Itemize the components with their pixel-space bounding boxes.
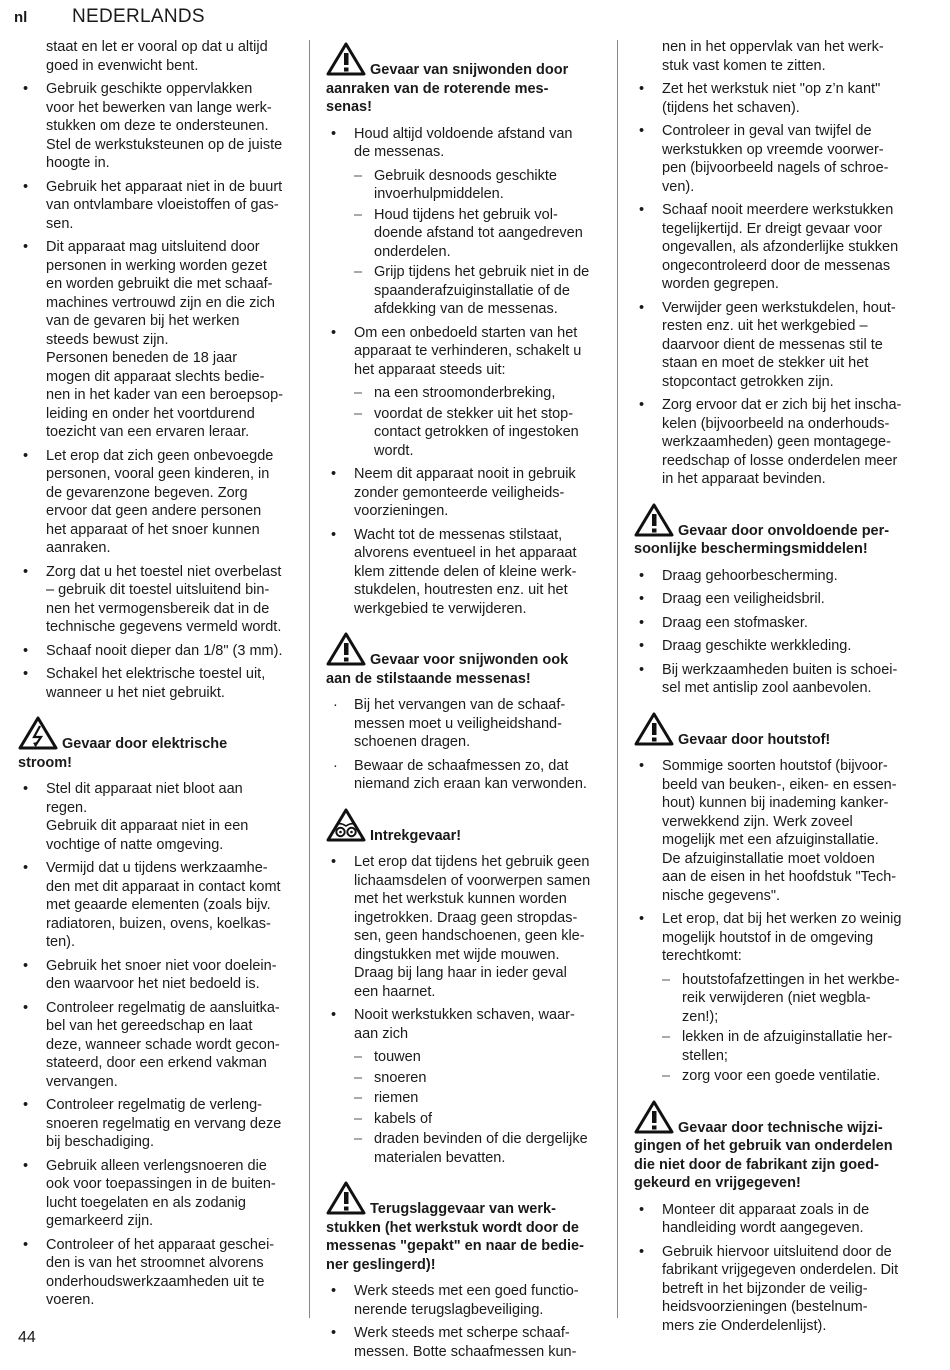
- text-line: machines vertrouwd zijn en die zich: [46, 294, 275, 311]
- text-line: gekeurd en vrijgegeven!: [634, 1175, 801, 1191]
- text-line: zorg voor een goede ventilatie.: [682, 1068, 881, 1084]
- text-line: bel van het gereedschap en laat: [46, 1018, 253, 1034]
- dash-list: [326, 167, 601, 319]
- dash-item: [326, 263, 601, 319]
- text-line: bij beschadiging.: [46, 1134, 155, 1150]
- bullet-item: [634, 567, 916, 586]
- text-line: sen.: [46, 215, 74, 232]
- column-divider: [617, 40, 618, 1318]
- text-line: Controleer regelmatig de verleng-: [46, 1097, 262, 1113]
- text-line: de gevarenzone begeven. Zorg: [46, 484, 248, 501]
- text-line: klem zittende delen of kleine werk-: [354, 563, 577, 580]
- text-line: leiding en onder het voortdurend: [46, 405, 255, 422]
- text-line: Let erop dat tijdens het gebruik geen: [354, 854, 590, 870]
- text-line: van ontvlambare vloeistoffen of gas-: [46, 197, 279, 213]
- text-line: den met dit apparaat in contact komt: [46, 878, 281, 895]
- pull-in-warning-icon: [326, 808, 366, 842]
- dash-item: [634, 1067, 916, 1086]
- text-line: stellen;: [682, 1047, 728, 1064]
- bullet-item: [634, 1243, 916, 1336]
- bullet-item: [326, 465, 601, 521]
- bullet-item: [326, 526, 601, 619]
- text-line: een haarnet.: [354, 983, 436, 1000]
- dash-item: [326, 1048, 601, 1067]
- text-line: aan zich: [354, 1025, 409, 1042]
- warning-icon: [326, 1181, 366, 1215]
- bullet-item: [18, 642, 292, 661]
- bullet-item: [326, 324, 601, 380]
- page-header: [14, 6, 205, 32]
- text-line: (tijdens het schaven).: [662, 99, 800, 116]
- text-line: De afzuiginstallatie moet voldoen: [662, 850, 875, 867]
- text-line: mers zie Onderdelenlijst).: [662, 1317, 827, 1334]
- text-line: den is van het stroomnet alvorens: [46, 1255, 264, 1271]
- text-line: lekken in de afzuiginstallatie her-: [682, 1029, 893, 1045]
- bullet-item: [634, 396, 916, 489]
- text-line: Gebruik hiervoor uitsluitend door de: [662, 1243, 892, 1260]
- text-line: technische gegevens vermeld wordt.: [46, 619, 282, 635]
- text-line: zen!);: [682, 1008, 719, 1025]
- dash-list: [326, 1048, 601, 1167]
- text-line: – gebruik dit toestel uitsluitend bin-: [46, 582, 270, 598]
- warning-heading-electric: [18, 716, 292, 772]
- warning-heading-rotating-cutter: [326, 42, 601, 117]
- bullet-list: [18, 80, 292, 702]
- text-line: gemarkeerd zijn.: [46, 1213, 154, 1229]
- text-line: wordt.: [374, 442, 414, 459]
- bullet-item: [326, 853, 601, 1001]
- column-divider: [309, 40, 310, 1318]
- bullet-item: [634, 299, 916, 392]
- text-line: Let erop dat zich geen onbevoegde: [46, 447, 274, 464]
- dash-item: [634, 971, 916, 1027]
- text-line: Gebruik het apparaat niet in de buurt: [46, 178, 283, 195]
- bullet-item: [326, 125, 601, 162]
- text-line: Gevaar voor snijwonden ook: [370, 652, 569, 668]
- bullet-item: [18, 859, 292, 952]
- text-line: worden gegrepen.: [662, 276, 779, 292]
- text-line: terechtkomt:: [662, 948, 742, 964]
- dot-item: [326, 757, 601, 794]
- text-line: werkstukken op vreemde voorwer-: [662, 141, 884, 158]
- text-line: nen het vermogensbereik dat in de: [46, 600, 270, 617]
- text-line: na een stroomonderbreking,: [374, 385, 556, 401]
- warning-heading-modifications: [634, 1100, 916, 1193]
- text-line: stukdelen, houtresten enz. uit het: [354, 582, 568, 598]
- bullet-list: [326, 853, 601, 1001]
- bullet-item: [18, 238, 292, 442]
- text-line: staat en let er vooral op dat u altijd: [46, 39, 268, 55]
- bullet-list: [326, 465, 601, 618]
- bullet-item: [18, 1157, 292, 1231]
- text-line: Gevaar van snijwonden door: [370, 62, 569, 78]
- warning-heading-kickback: [326, 1181, 601, 1274]
- text-line: Draag een veiligheidsbril.: [662, 591, 825, 607]
- text-line: Zet het werkstuk niet "op z’n kant": [662, 81, 881, 97]
- text-line: Gevaar door onvoldoende per-: [678, 522, 890, 539]
- text-line: verwekkend zijn. Werk zoveel: [662, 813, 853, 830]
- text-line: kabels of: [374, 1110, 433, 1127]
- text-line: sel met antislip zool aanbevolen.: [662, 680, 872, 696]
- dash-item: [326, 167, 601, 204]
- dot-item: [326, 696, 601, 752]
- warning-heading-pull-in: [326, 808, 601, 846]
- warning-heading-text: [678, 732, 830, 748]
- text-line: radiatoren, buizen, ovens, koelkas-: [46, 915, 271, 932]
- dash-item: [326, 384, 601, 403]
- text-line: messen moet u veiligheidshand-: [354, 715, 562, 732]
- text-line: ook voor toepassingen in de buiten-: [46, 1176, 276, 1192]
- dash-item: [326, 1110, 601, 1129]
- text-line: Draag gehoorbescherming.: [662, 567, 838, 584]
- bullet-item: [326, 1324, 601, 1361]
- text-line: aanraken.: [46, 540, 111, 556]
- text-line: Zorg ervoor dat er zich bij het inscha-: [662, 397, 902, 413]
- text-line: Bij werkzaamheden buiten is schoei-: [662, 661, 898, 678]
- warning-heading-dust: [634, 712, 916, 750]
- text-line: ingetrokken. Draag geen stropdas-: [354, 909, 578, 926]
- text-line: personen, vooral geen kinderen, in: [46, 466, 270, 482]
- dash-list: [326, 384, 601, 460]
- bullet-list: [326, 125, 601, 162]
- bullet-item: [326, 1282, 601, 1319]
- text-line: doende afstand tot aangedreven: [374, 225, 583, 241]
- text-line: Draag geschikte werkkleding.: [662, 638, 852, 654]
- text-line: toezicht van een ervaren leraar.: [46, 424, 250, 440]
- bullet-list: [634, 757, 916, 905]
- text-line: senas!: [326, 99, 372, 115]
- text-line: het apparaat steeds uit:: [354, 361, 506, 378]
- bullet-list: [18, 780, 292, 1310]
- text-line: nen in het kader van een beroepsop-: [46, 387, 284, 403]
- text-line: Schaaf nooit dieper dan 1/8" (3 mm).: [46, 642, 283, 659]
- bullet-list: [634, 1201, 916, 1336]
- bullet-item: [634, 910, 916, 966]
- text-line: in het apparaat bevinden.: [662, 471, 826, 487]
- continued-text: [634, 38, 916, 75]
- text-line: stateerd, door een erkend vakman: [46, 1055, 267, 1071]
- text-line: ner geslingerd)!: [326, 1256, 436, 1273]
- bullet-item: [18, 178, 292, 234]
- text-line: Sommige soorten houtstof (bijvoor-: [662, 758, 888, 774]
- text-line: Werk steeds met scherpe schaaf-: [354, 1325, 570, 1341]
- text-line: riemen: [374, 1090, 419, 1106]
- text-line: snoeren: [374, 1069, 427, 1086]
- text-line: lucht toegelaten en als zodanig: [46, 1194, 246, 1211]
- text-line: heidsvoorzieningen (bestelnum-: [662, 1299, 868, 1315]
- bullet-item: [634, 80, 916, 117]
- text-line: touwen: [374, 1049, 421, 1065]
- text-line: nen in het oppervlak van het werk-: [662, 39, 884, 55]
- text-line: dingstukken met wijde mouwen.: [354, 946, 560, 963]
- text-line: Gebruik dit apparaat niet in een: [46, 818, 249, 834]
- text-line: Let erop, dat bij het werken zo weinig: [662, 911, 902, 927]
- text-line: alvorens eventueel in het apparaat: [354, 545, 577, 561]
- text-line: tegelijkertijd. Er dreigt gevaar voor: [662, 220, 883, 237]
- text-line: lichaamsdelen of voorwerpen samen: [354, 872, 591, 889]
- text-line: Draag een stofmasker.: [662, 614, 808, 631]
- text-line: Zorg dat u het toestel niet overbelast: [46, 563, 282, 580]
- text-line: voeren.: [46, 1292, 95, 1308]
- text-line: stroom!: [18, 754, 72, 771]
- continued-text: [18, 38, 292, 75]
- text-line: aanraken van de roterende mes-: [326, 80, 549, 97]
- text-line: draden bevinden of die dergelijke: [374, 1131, 588, 1147]
- bullet-list: [326, 1282, 601, 1361]
- text-line: voor het bewerken van lange werk-: [46, 99, 272, 116]
- text-line: den waarvoor het niet bedoeld is.: [46, 976, 260, 992]
- dash-item: [326, 1089, 601, 1108]
- text-line: hoogte in.: [46, 155, 110, 171]
- text-line: Personen beneden de 18 jaar: [46, 350, 238, 366]
- bullet-item: [634, 1201, 916, 1238]
- text-line: reik verwijderen (niet wegbla-: [682, 990, 871, 1006]
- dash-item: [326, 1069, 601, 1088]
- text-line: Gebruik alleen verlengsnoeren die: [46, 1157, 267, 1174]
- text-line: onderhoudswerkzaamheden uit te: [46, 1273, 265, 1290]
- language-code: nl: [14, 9, 28, 26]
- text-line: invoerhulpmiddelen.: [374, 186, 504, 202]
- bullet-list: [634, 80, 916, 489]
- text-line: niemand zich eraan kan verwonden.: [354, 776, 587, 792]
- bullet-item: [634, 637, 916, 656]
- text-line: stukken (het werkstuk wordt door de: [326, 1219, 579, 1236]
- dash-item: [326, 405, 601, 461]
- bullet-item: [634, 122, 916, 196]
- text-line: materialen bevatten.: [374, 1149, 506, 1166]
- text-line: Gebruik desnoods geschikte: [374, 167, 557, 184]
- text-line: Wacht tot de messenas stilstaat,: [354, 526, 563, 543]
- text-line: vervangen.: [46, 1073, 118, 1090]
- text-line: voorzieningen.: [354, 503, 449, 519]
- text-line: zonder gemonteerde veiligheids-: [354, 484, 565, 501]
- bullet-item: [634, 201, 916, 294]
- warning-heading-still-cutter: [326, 632, 601, 688]
- text-line: Om een onbedoeld starten van het: [354, 324, 578, 341]
- text-line: Dit apparaat mag uitsluitend door: [46, 239, 260, 255]
- text-line: met het werkstuk kunnen worden: [354, 891, 567, 907]
- dash-item: [326, 1130, 601, 1167]
- text-line: Houd tijdens het gebruik vol-: [374, 206, 558, 223]
- text-line: Draag bij lang haar in ieder geval: [354, 965, 567, 981]
- text-line: het apparaat of het snoer kunnen: [46, 521, 260, 538]
- text-line: fabrikant vrijgegeven onderdelen. Dit: [662, 1262, 899, 1278]
- text-line: met geaarde elementen (zoals bijv.: [46, 897, 271, 913]
- text-line: messen. Botte schaafmessen kun-: [354, 1343, 577, 1360]
- text-line: en worden gebruikt die met schaaf-: [46, 276, 273, 292]
- text-line: ongecontroleerd door de messenas: [662, 257, 891, 274]
- text-line: spaanderafzuiginstallatie of de: [374, 282, 570, 299]
- text-line: Werk steeds met een goed functio-: [354, 1283, 579, 1299]
- text-line: daarvoor dient de messenas stil te: [662, 336, 883, 353]
- warning-heading-ppe: [634, 503, 916, 559]
- dot-list: [326, 696, 601, 794]
- text-line: betreft in het bijzonder de veilig-: [662, 1280, 868, 1297]
- warning-icon: [326, 42, 366, 76]
- text-line: stopcontact getrokken zijn.: [662, 373, 834, 390]
- language-title: NEDERLANDS: [72, 6, 205, 27]
- text-line: Gebruik het snoer niet voor doelein-: [46, 957, 277, 974]
- text-line: steeds bewust zijn.: [46, 331, 169, 348]
- bullet-item: [18, 957, 292, 994]
- text-line: nische gegevens".: [662, 887, 781, 904]
- text-line: Grijp tijdens het gebruik niet in de: [374, 264, 590, 280]
- text-line: Schakel het elektrische toestel uit,: [46, 666, 266, 682]
- bullet-item: [18, 780, 292, 854]
- text-line: beeld van beuken-, eiken- en essen-: [662, 776, 897, 793]
- bullet-list: [634, 567, 916, 698]
- bullet-item: [18, 665, 292, 702]
- text-line: Gevaar door houtstof!: [678, 731, 831, 748]
- text-line: Vermijd dat u tijdens werkzaamhe-: [46, 860, 268, 876]
- text-line: vochtige of natte omgeving.: [46, 836, 224, 853]
- text-line: de messenas.: [354, 144, 445, 160]
- dash-item: [634, 1028, 916, 1065]
- text-line: gingen of het gebruik van onderdelen: [634, 1138, 893, 1154]
- text-line: Nooit werkstukken schaven, waar-: [354, 1007, 575, 1023]
- text-line: Bij het vervangen van de schaaf-: [354, 697, 566, 713]
- text-line: afdekking van de messenas.: [374, 301, 558, 317]
- bullet-item: [634, 590, 916, 609]
- text-line: deze, wanneer schade wordt gecon-: [46, 1036, 280, 1053]
- text-line: Gevaar door technische wijzi-: [678, 1119, 883, 1136]
- bullet-list: [634, 910, 916, 966]
- text-line: kelen (bijvoorbeeld na onderhouds-: [662, 415, 890, 432]
- bullet-item: [18, 447, 292, 558]
- text-line: van de gevaren bij het werken: [46, 313, 240, 329]
- text-line: werkzaamheden) geen montagege-: [662, 434, 891, 450]
- text-line: mogen dit apparaat slechts bedie-: [46, 368, 265, 385]
- text-line: mogelijk met een afzuiginstallatie.: [662, 832, 879, 848]
- text-line: ven).: [662, 178, 695, 195]
- text-line: ten).: [46, 934, 76, 950]
- text-line: wanneer u het niet gebruikt.: [46, 684, 225, 701]
- bullet-item: [18, 1236, 292, 1310]
- text-line: Gebruik geschikte oppervlakken: [46, 81, 253, 97]
- text-line: soonlijke beschermingsmiddelen!: [634, 541, 868, 557]
- warning-icon: [634, 1100, 674, 1134]
- page-number: 44: [18, 1329, 36, 1346]
- bullet-list: [326, 1006, 601, 1043]
- text-line: Stel dit apparaat niet bloot aan: [46, 781, 243, 797]
- text-line: stuk vast komen te zitten.: [662, 57, 826, 74]
- text-line: Houd altijd voldoende afstand van: [354, 125, 573, 142]
- text-line: nerende terugslagbeveiliging.: [354, 1301, 544, 1318]
- text-line: houtstofafzettingen in het werkbe-: [682, 971, 900, 988]
- column-2: [326, 38, 601, 1366]
- text-line: ervoor dat geen andere personen: [46, 503, 262, 519]
- text-line: schoenen dragen.: [354, 734, 471, 750]
- text-line: Terugslaggevaar van werk-: [370, 1201, 556, 1217]
- text-line: hout) kunnen bij inademing kanker-: [662, 795, 889, 811]
- text-line: Bewaar de schaafmessen zo, dat: [354, 757, 569, 774]
- bullet-item: [326, 1006, 601, 1043]
- text-line: Controleer in geval van twijfel de: [662, 123, 872, 139]
- text-line: stukken om deze te ondersteunen.: [46, 118, 269, 134]
- text-line: Monteer dit apparaat zoals in de: [662, 1201, 870, 1218]
- text-line: messenas "gepakt" en naar de bedie-: [326, 1238, 584, 1254]
- column-3: [634, 38, 916, 1340]
- text-line: sen, geen handschoenen, geen kle-: [354, 928, 585, 944]
- text-line: resten enz. uit het werkgebied –: [662, 318, 868, 334]
- text-line: snoeren regelmatig en vervang deze: [46, 1115, 282, 1132]
- text-line: reedschap of losse onderdelen meer: [662, 452, 898, 469]
- text-line: contact getrokken of ingestoken: [374, 424, 579, 440]
- bullet-item: [634, 661, 916, 698]
- text-line: aan de stilstaande messenas!: [326, 670, 531, 687]
- bullet-item: [634, 614, 916, 633]
- text-line: pen (bijvoorbeeld nagels of schroe-: [662, 160, 889, 176]
- text-line: voordat de stekker uit het stop-: [374, 405, 574, 422]
- text-line: Schaaf nooit meerdere werkstukken: [662, 202, 894, 218]
- text-line: staan en moet de stekker uit het: [662, 355, 869, 371]
- dash-list: [634, 971, 916, 1086]
- warning-icon: [634, 503, 674, 537]
- bullet-item: [18, 999, 292, 1092]
- text-line: Neem dit apparaat nooit in gebruik: [354, 466, 576, 482]
- text-line: Controleer of het apparaat geschei-: [46, 1236, 275, 1253]
- text-line: mogelijk houtstof in de omgeving: [662, 929, 874, 946]
- column-1: [18, 38, 292, 1315]
- text-line: werkgebied te verwijderen.: [354, 600, 527, 617]
- text-line: aan de eisen in het hoofdstuk "Tech-: [662, 869, 897, 885]
- bullet-list: [326, 324, 601, 380]
- text-line: Gevaar door elektrische: [62, 736, 228, 752]
- warning-heading-text: [370, 828, 461, 844]
- text-line: Stel de werkstuksteunen op de juiste: [46, 136, 283, 153]
- text-line: handleiding wordt aangegeven.: [662, 1220, 864, 1236]
- text-line: Verwijder geen werkstukdelen, hout-: [662, 299, 896, 316]
- bullet-item: [18, 80, 292, 173]
- bullet-item: [18, 1096, 292, 1152]
- text-line: die niet door de fabrikant zijn goed-: [634, 1156, 879, 1173]
- text-line: goed in evenwicht bent.: [46, 57, 199, 74]
- text-line: Intrekgevaar!: [370, 827, 462, 844]
- text-line: Controleer regelmatig de aansluitka-: [46, 999, 280, 1016]
- text-line: ongevallen, als afzonderlijke stukken: [662, 239, 899, 255]
- text-line: apparaat te verhinderen, schakelt u: [354, 343, 582, 359]
- warning-icon: [634, 712, 674, 746]
- text-line: personen in werking worden gezet: [46, 257, 267, 274]
- dash-item: [326, 206, 601, 262]
- text-line: onderdelen.: [374, 243, 451, 260]
- warning-icon: [326, 632, 366, 666]
- text-line: regen.: [46, 799, 88, 816]
- bullet-item: [634, 757, 916, 905]
- electric-warning-icon: [18, 716, 58, 750]
- bullet-item: [18, 563, 292, 637]
